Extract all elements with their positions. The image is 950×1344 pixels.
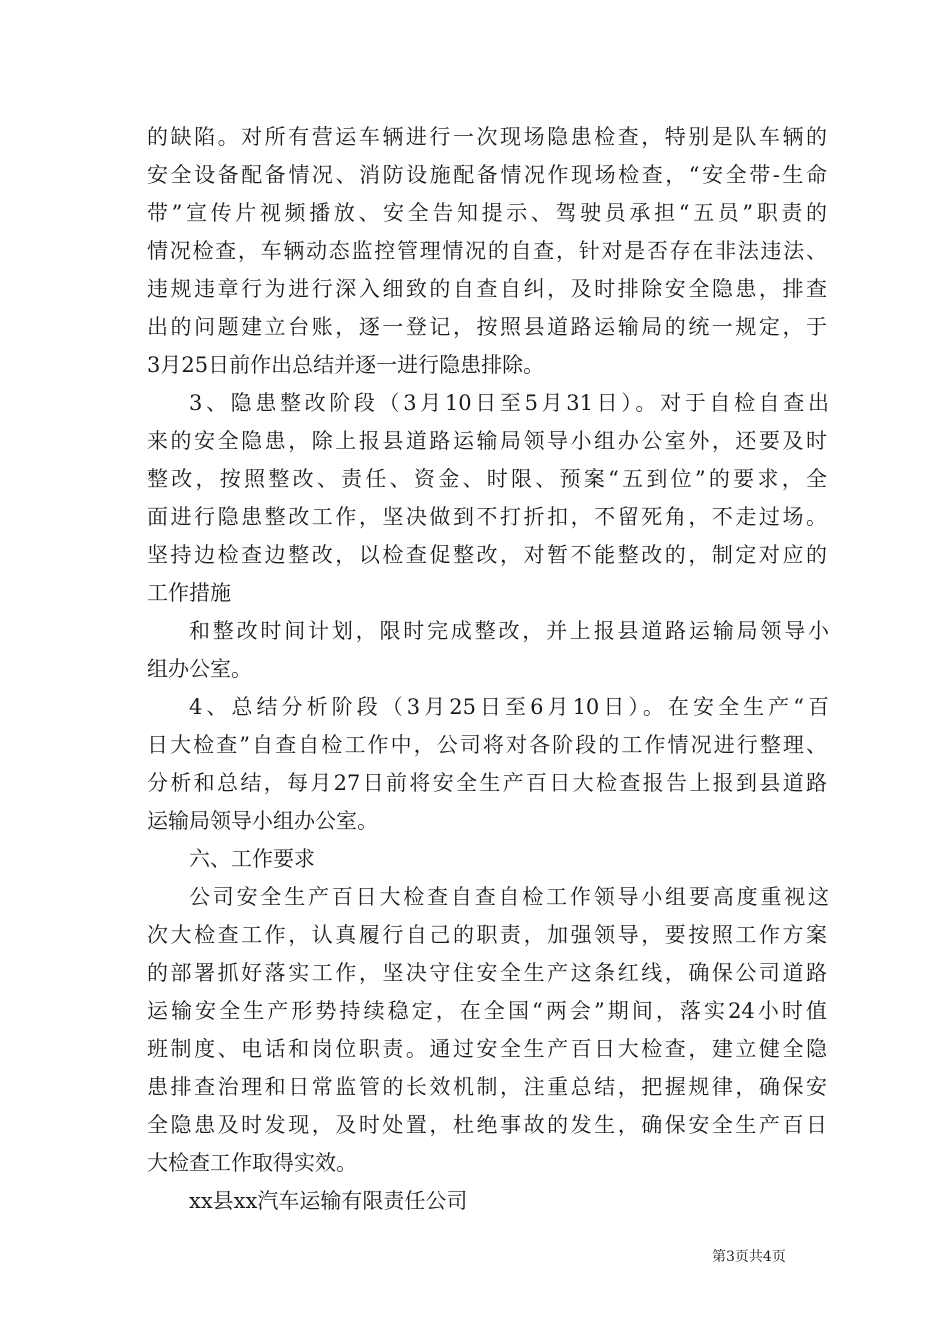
section-heading: 六、工作要求	[189, 847, 315, 871]
paragraph-line: 带”宣传片视频播放、安全告知提示、驾驶员承担“五员”职责的	[147, 201, 827, 225]
paragraph-line: 患排查治理和日常监管的长效机制，注重总结，把握规律，确保安	[147, 1075, 827, 1099]
paragraph-line: 出的问题建立台账，逐一登记，按照县道路运输局的统一规定，于	[147, 315, 827, 339]
paragraph-line: 班制度、电话和岗位职责。通过安全生产百日大检查，建立健全隐	[147, 1037, 827, 1061]
paragraph-line: 大检查工作取得实效。	[147, 1151, 357, 1175]
paragraph-line: 3、隐患整改阶段（3月10日至5月31日）。对于自检自查出	[189, 391, 829, 415]
paragraph-line: 3月25日前作出总结并逐一进行隐患排除。	[147, 353, 545, 377]
paragraph-line: 4、总结分析阶段（3月25日至6月10日）。在安全生产“百	[189, 695, 829, 719]
paragraph-line: 分析和总结，每月27日前将安全生产百日大检查报告上报到县道路	[147, 771, 827, 795]
paragraph-line: 整改，按照整改、责任、资金、时限、预案“五到位”的要求，全	[147, 467, 827, 491]
paragraph-line: 的缺陷。对所有营运车辆进行一次现场隐患检查，特别是队车辆的	[147, 125, 827, 149]
paragraph-line: 日大检查”自查自检工作中，公司将对各阶段的工作情况进行整理、	[147, 733, 827, 757]
paragraph-line: 和整改时间计划，限时完成整改，并上报县道路运输局领导小	[189, 619, 829, 643]
paragraph-line: 工作措施	[147, 581, 231, 605]
paragraph-line: 运输安全生产形势持续稳定，在全国“两会”期间，落实24小时值	[147, 999, 827, 1023]
paragraph-line: 次大检查工作，认真履行自己的职责，加强领导，要按照工作方案	[147, 923, 827, 947]
paragraph-line: 面进行隐患整改工作，坚决做到不打折扣，不留死角，不走过场。	[147, 505, 827, 529]
paragraph-line: 的部署抓好落实工作，坚决守住安全生产这条红线，确保公司道路	[147, 961, 827, 985]
paragraph-line: 坚持边检查边整改，以检查促整改，对暂不能整改的，制定对应的	[147, 543, 827, 567]
page-number: 第3页共4页	[712, 1249, 786, 1265]
paragraph-line: 公司安全生产百日大检查自查自检工作领导小组要高度重视这	[189, 885, 829, 909]
paragraph-line: 情况检查，车辆动态监控管理情况的自查，针对是否存在非法违法、	[147, 239, 827, 263]
paragraph-line: 来的安全隐患，除上报县道路运输局领导小组办公室外，还要及时	[147, 429, 827, 453]
paragraph-line: 组办公室。	[147, 657, 252, 681]
paragraph-line: 全隐患及时发现，及时处置，杜绝事故的发生，确保安全生产百日	[147, 1113, 827, 1137]
paragraph-line: 安全设备配备情况、消防设施配备情况作现场检查，“安全带-生命	[147, 163, 827, 187]
paragraph-line: 违规违章行为进行深入细致的自查自纠，及时排除安全隐患，排查	[147, 277, 827, 301]
paragraph-line: 运输局领导小组办公室。	[147, 809, 378, 833]
company-signature: xx县xx汽车运输有限责任公司	[189, 1189, 468, 1213]
